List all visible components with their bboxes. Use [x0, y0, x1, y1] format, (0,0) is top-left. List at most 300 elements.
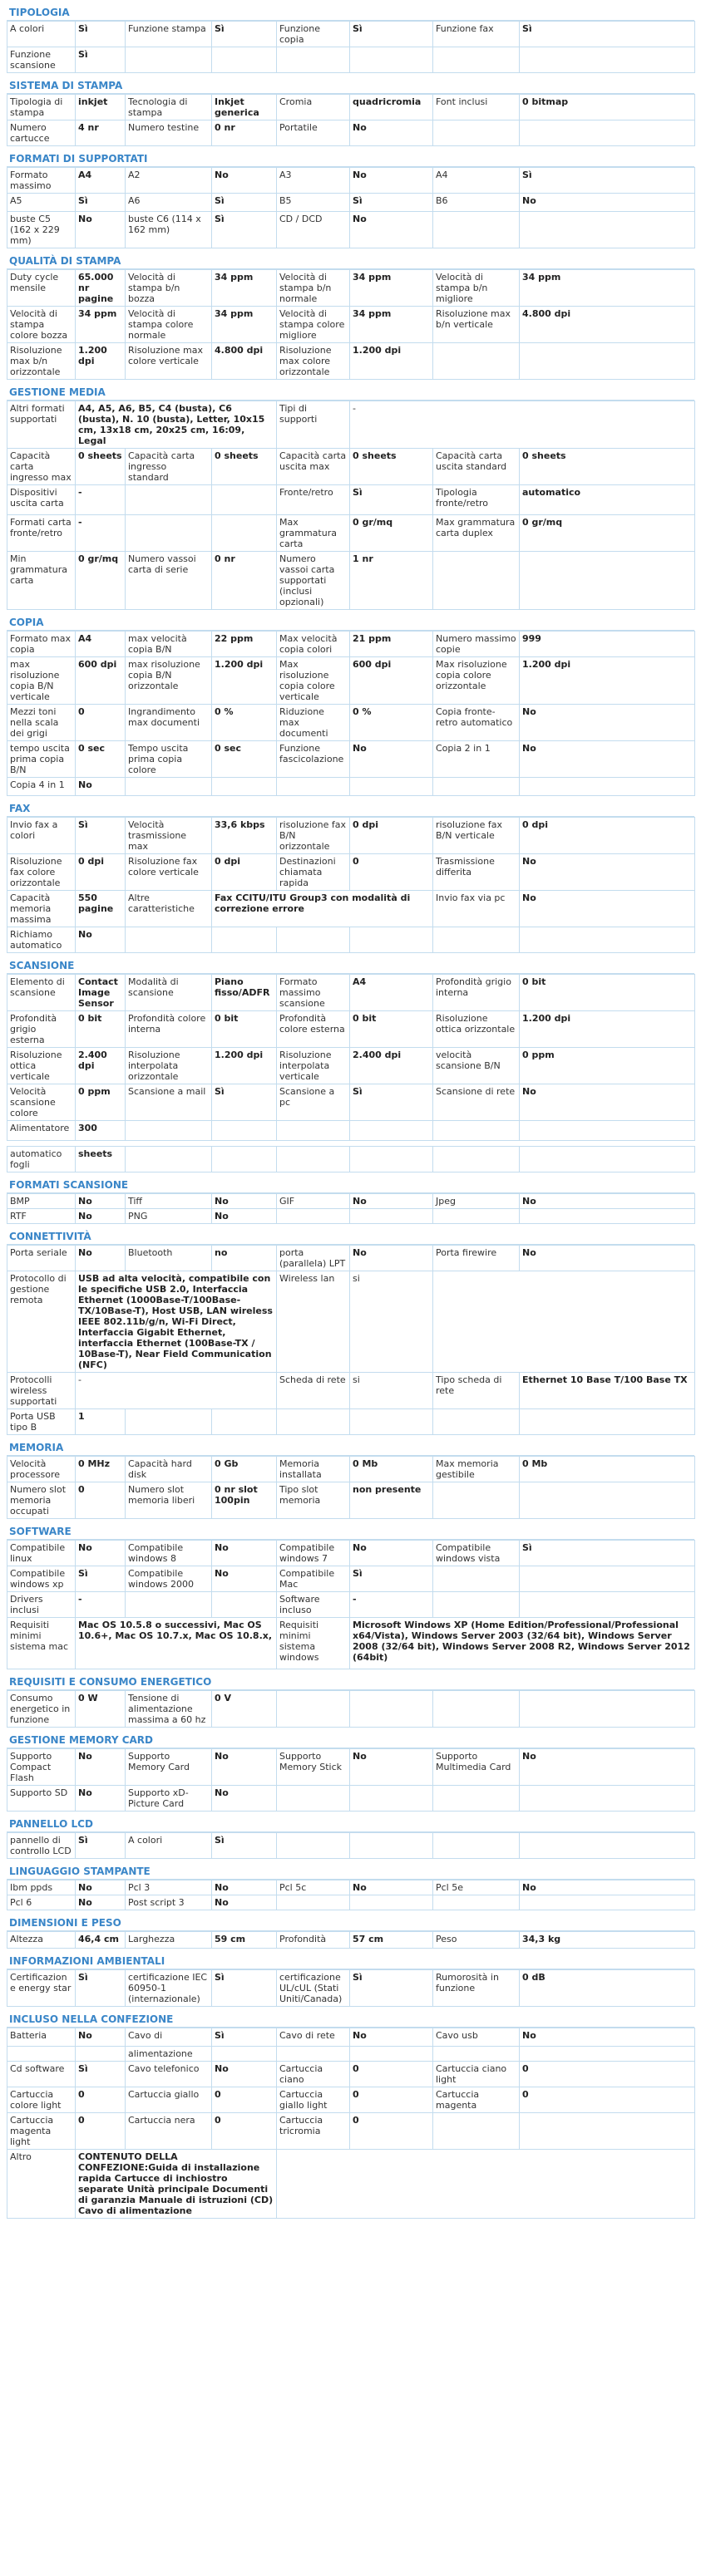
spec-label: Compatibile windows 7: [277, 1541, 350, 1566]
spec-value: 0 MHz: [76, 1457, 126, 1482]
spec-row: [7, 1541, 695, 1566]
section-title: LINGUAGGIO STAMPANTE: [7, 1864, 694, 1880]
spec-row: [7, 2087, 695, 2113]
spec-value: No: [350, 1541, 433, 1566]
spec-label: Supporto Memory Card: [126, 1749, 212, 1786]
spec-value: Sì: [76, 1566, 126, 1592]
spec-value: No: [520, 854, 695, 891]
spec-value: No: [212, 1880, 277, 1895]
spec-label: Dispositivi uscita carta: [7, 485, 76, 515]
spec-value: 0 ppm: [76, 1084, 126, 1121]
spec-row: [7, 1592, 695, 1618]
spec-label: Duty cycle mensile: [7, 270, 76, 307]
spec-label: velocità scansione B/N: [433, 1048, 520, 1084]
section-sistema-di-stampa: [7, 78, 694, 146]
spec-label: max velocità copia B/N: [126, 632, 212, 657]
spec-row: [7, 270, 695, 307]
spec-value: [212, 927, 277, 953]
spec-value: [350, 47, 433, 73]
section-title: GESTIONE MEMORY CARD: [7, 1733, 694, 1748]
spec-row: [7, 2062, 695, 2087]
spec-value: 0: [76, 2087, 126, 2113]
section-title: SOFTWARE: [7, 1524, 694, 1540]
spec-label: Portatile: [277, 120, 350, 146]
spec-label: Numero slot memoria occupati: [7, 1482, 76, 1519]
spec-row: [7, 778, 695, 796]
section-title: GESTIONE MEDIA: [7, 385, 694, 401]
spec-label: Risoluzione max b/n orizzontale: [7, 343, 76, 380]
section-tipologia: [7, 5, 694, 73]
spec-label: Cavo di: [126, 2028, 212, 2047]
spec-row: [7, 657, 695, 705]
spec-label: [433, 1691, 520, 1728]
spec-value: Sì: [76, 1970, 126, 2007]
spec-label: [433, 47, 520, 73]
section-title: REQUISITI E CONSUMO ENERGETICO: [7, 1674, 694, 1690]
spec-label: Supporto xD-Picture Card: [126, 1786, 212, 1812]
spec-label: A3: [277, 168, 350, 194]
spec-label: Cavo di rete: [277, 2028, 350, 2047]
spec-row: [7, 1932, 695, 1949]
spec-label: Max velocità copia colori: [277, 632, 350, 657]
spec-label: Velocità di stampa colore migliore: [277, 307, 350, 343]
spec-label: Cavo usb: [433, 2028, 520, 2047]
spec-value: No: [76, 212, 126, 248]
spec-table: [7, 1540, 695, 1669]
spec-label: Supporto Memory Stick: [277, 1749, 350, 1786]
spec-table: [7, 1931, 695, 1949]
spec-value: 34,3 kg: [520, 1932, 695, 1949]
spec-value: 2.400 dpi: [350, 1048, 433, 1084]
spec-value: 0: [76, 705, 126, 741]
section-gestione-memory-card: [7, 1733, 694, 1812]
spec-row: [7, 975, 695, 1011]
spec-label: Velocità di stampa colore bozza: [7, 307, 76, 343]
spec-label: [126, 1409, 212, 1435]
section-continuation: [7, 1146, 694, 1172]
spec-value: [520, 778, 695, 796]
spec-value: 33,6 kbps: [212, 818, 277, 854]
spec-label: Requisiti minimi sistema windows: [277, 1618, 350, 1669]
spec-label: Cartuccia tricromia: [277, 2113, 350, 2150]
spec-label: Ingrandimento max documenti: [126, 705, 212, 741]
spec-label: Wireless lan: [277, 1271, 350, 1373]
spec-label: [433, 1209, 520, 1224]
section-copia: [7, 615, 694, 796]
spec-label: [277, 1833, 350, 1859]
spec-value: 2.400 dpi: [76, 1048, 126, 1084]
spec-label: max risoluzione copia B/N orizzontale: [126, 657, 212, 705]
spec-row: [7, 927, 695, 953]
spec-row: [7, 1895, 695, 1910]
spec-table: [7, 1146, 695, 1172]
spec-value: No: [350, 120, 433, 146]
spec-row: [7, 212, 695, 248]
section-requisiti-e-consumo-energetico: [7, 1674, 694, 1728]
spec-value: No: [350, 1749, 433, 1786]
spec-label: Numero testine: [126, 120, 212, 146]
spec-value: 0 %: [350, 705, 433, 741]
spec-row: [7, 1566, 695, 1592]
spec-row: [7, 1271, 695, 1373]
spec-value: [520, 1482, 695, 1519]
section-title: COPIA: [7, 615, 694, 631]
spec-label: [277, 1786, 350, 1812]
spec-value: No: [520, 2028, 695, 2047]
spec-label: Supporto Compact Flash: [7, 1749, 76, 1786]
spec-label: Altro: [7, 2150, 76, 2219]
spec-label: Profondità colore interna: [126, 1011, 212, 1048]
spec-row: [7, 515, 695, 552]
spec-label: Formato massimo scansione: [277, 975, 350, 1011]
spec-value: Sì: [212, 212, 277, 248]
spec-label: [277, 1121, 350, 1141]
spec-table: [7, 1748, 695, 1812]
spec-value: 0 gr/mq: [350, 515, 433, 552]
spec-label: Max risoluzione copia colore orizzontale: [433, 657, 520, 705]
spec-label: A5: [7, 194, 76, 212]
spec-value: 0 nr: [212, 120, 277, 146]
spec-value: No: [350, 1246, 433, 1271]
spec-label: Destinazioni chiamata rapida: [277, 854, 350, 891]
spec-value: Contact Image Sensor: [76, 975, 126, 1011]
spec-label: Supporto Multimedia Card: [433, 1749, 520, 1786]
spec-value: 0 sec: [76, 741, 126, 778]
spec-value: [350, 1409, 433, 1435]
spec-value: [212, 2047, 277, 2062]
section-title: CONNETTIVITÀ: [7, 1229, 694, 1245]
spec-value: 0 dpi: [212, 854, 277, 891]
spec-label: Capacità carta uscita standard: [433, 449, 520, 485]
spec-value: [76, 2047, 126, 2062]
spec-value: Inkjet generica: [212, 95, 277, 120]
spec-value: Sì: [520, 1541, 695, 1566]
spec-row: [7, 307, 695, 343]
spec-value: 34 ppm: [520, 270, 695, 307]
spec-value: No: [212, 1749, 277, 1786]
spec-value: [520, 1209, 695, 1224]
spec-label: [277, 47, 350, 73]
spec-value: [212, 515, 277, 552]
section-title: QUALITÀ DI STAMPA: [7, 253, 694, 269]
spec-row: [7, 552, 695, 610]
spec-label: Consumo energetico in funzione: [7, 1691, 76, 1728]
spec-label: Pcl 3: [126, 1880, 212, 1895]
spec-label: [126, 927, 212, 953]
spec-label: Ibm ppds: [7, 1880, 76, 1895]
spec-value: Sì: [76, 47, 126, 73]
spec-value: -: [350, 1592, 433, 1618]
spec-row: [7, 1970, 695, 2007]
spec-value: A4: [350, 975, 433, 1011]
spec-label: Tipo slot memoria: [277, 1482, 350, 1519]
spec-label: pannello di controllo LCD: [7, 1833, 76, 1859]
spec-label: Velocità di stampa b/n migliore: [433, 270, 520, 307]
spec-value: 0: [520, 2062, 695, 2087]
section-title: SCANSIONE: [7, 958, 694, 974]
section-qualit-di-stampa: [7, 253, 694, 380]
spec-label: Porta seriale: [7, 1246, 76, 1271]
spec-value: [520, 1833, 695, 1859]
section-formati-di-supportati: [7, 151, 694, 248]
spec-label: Compatibile Mac: [277, 1566, 350, 1592]
spec-table: [7, 1456, 695, 1519]
section-title: DIMENSIONI E PESO: [7, 1915, 694, 1931]
spec-label: B6: [433, 194, 520, 212]
spec-value: Sì: [76, 818, 126, 854]
spec-row: [7, 47, 695, 73]
spec-value: Sì: [212, 22, 277, 47]
spec-label: Numero cartucce: [7, 120, 76, 146]
spec-label: Capacità carta ingresso max: [7, 449, 76, 485]
spec-label: Font inclusi: [433, 95, 520, 120]
spec-value: No: [520, 1246, 695, 1271]
spec-value: [212, 1147, 277, 1172]
spec-value: 0: [212, 2113, 277, 2150]
spec-row: [7, 1482, 695, 1519]
spec-label: Max memoria gestibile: [433, 1457, 520, 1482]
spec-value: [520, 927, 695, 953]
spec-value: Sì: [350, 1084, 433, 1121]
spec-label: [433, 1592, 520, 1618]
spec-label: Capacità carta uscita max: [277, 449, 350, 485]
spec-row: [7, 1786, 695, 1812]
spec-label: Max grammatura carta duplex: [433, 515, 520, 552]
spec-label: Funzione copia: [277, 22, 350, 47]
spec-label: [126, 47, 212, 73]
spec-label: [277, 778, 350, 796]
spec-value: 57 cm: [350, 1932, 433, 1949]
spec-label: tempo uscita prima copia B/N: [7, 741, 76, 778]
spec-value: No: [212, 1895, 277, 1910]
spec-value: 0 bit: [212, 1011, 277, 1048]
spec-value: 0 gr/mq: [520, 515, 695, 552]
spec-value: 1.200 dpi: [212, 1048, 277, 1084]
spec-value: No: [76, 1895, 126, 1910]
spec-label: Capacità carta ingresso standard: [126, 449, 212, 485]
spec-label: [277, 1409, 350, 1435]
spec-label: [126, 1121, 212, 1141]
spec-value: 22 ppm: [212, 632, 277, 657]
spec-label: Bluetooth: [126, 1246, 212, 1271]
spec-label: Numero slot memoria liberi: [126, 1482, 212, 1519]
spec-value: Sì: [76, 1833, 126, 1859]
spec-value: 1: [76, 1409, 126, 1435]
spec-label: [126, 1592, 212, 1618]
spec-row: [7, 120, 695, 146]
spec-label: Memoria installata: [277, 1457, 350, 1482]
section-title: FORMATI DI SUPPORTATI: [7, 151, 694, 167]
spec-label: [277, 927, 350, 953]
spec-value: Sì: [520, 168, 695, 194]
spec-label: Risoluzione interpolata orizzontale: [126, 1048, 212, 1084]
spec-label: Scansione di rete: [433, 1084, 520, 1121]
spec-label: Tensione di alimentazione massima a 60 hz: [126, 1691, 212, 1728]
spec-label: A4: [433, 168, 520, 194]
spec-label: [433, 1895, 520, 1910]
spec-value: 0: [212, 2087, 277, 2113]
spec-label: [433, 1121, 520, 1141]
spec-value: No: [520, 1194, 695, 1209]
spec-label: Pcl 5c: [277, 1880, 350, 1895]
spec-label: Numero vassoi carta supportati (inclusi opzionali): [277, 552, 350, 610]
spec-row: [7, 343, 695, 380]
spec-label: alimentazione: [126, 2047, 212, 2062]
section-title: FAX: [7, 801, 694, 817]
spec-value: Sì: [350, 485, 433, 515]
spec-label: Cartuccia nera: [126, 2113, 212, 2150]
spec-label: Profondità: [277, 1932, 350, 1949]
spec-label: [7, 2047, 76, 2062]
spec-value: No: [350, 1880, 433, 1895]
spec-label: Formato massimo: [7, 168, 76, 194]
section-title: TIPOLOGIA: [7, 5, 694, 21]
spec-label: Tipologia fronte/retro: [433, 485, 520, 515]
spec-label: Scansione a pc: [277, 1084, 350, 1121]
spec-value: No: [350, 741, 433, 778]
spec-value: [212, 1592, 277, 1618]
spec-label: Cartuccia ciano: [277, 2062, 350, 2087]
spec-row: [7, 891, 695, 927]
spec-row: [7, 2113, 695, 2150]
spec-label: Altre caratteristiche: [126, 891, 212, 927]
spec-label: Tipologia di stampa: [7, 95, 76, 120]
spec-value: 0 sheets: [350, 449, 433, 485]
spec-value: 0 Gb: [212, 1457, 277, 1482]
spec-label: BMP: [7, 1194, 76, 1209]
spec-label: [277, 1209, 350, 1224]
spec-table: [7, 631, 695, 796]
spec-value: No: [76, 1194, 126, 1209]
spec-value: CONTENUTO DELLA CONFEZIONE:Guida di installazione rapida Cartucce di inchiostro separate Unità principale Documenti di garanzia Manuale di istruzioni (CD) Cavo di alimentazione: [76, 2150, 277, 2219]
spec-label: Risoluzione fax colore verticale: [126, 854, 212, 891]
spec-label: Cartuccia ciano light: [433, 2062, 520, 2087]
spec-value: [350, 1786, 433, 1812]
spec-table: [7, 167, 695, 248]
spec-value: Sì: [350, 22, 433, 47]
spec-value: No: [212, 168, 277, 194]
spec-label: porta (parallela) LPT: [277, 1246, 350, 1271]
spec-value: No: [76, 778, 126, 796]
spec-label: Cartuccia colore light: [7, 2087, 76, 2113]
spec-value: [520, 1121, 695, 1141]
spec-label: Tempo uscita prima copia colore: [126, 741, 212, 778]
spec-value: 0 bit: [520, 975, 695, 1011]
spec-label: si: [350, 1373, 433, 1409]
spec-label: Cd software: [7, 2062, 76, 2087]
spec-label: Copia 2 in 1: [433, 741, 520, 778]
spec-value: [350, 1895, 433, 1910]
spec-label: Altezza: [7, 1932, 76, 1949]
spec-label: Min grammatura carta: [7, 552, 76, 610]
spec-value: 0: [520, 2087, 695, 2113]
spec-row: [7, 705, 695, 741]
spec-value: 0 dB: [520, 1970, 695, 2007]
spec-row: [7, 168, 695, 194]
spec-value: 999: [520, 632, 695, 657]
spec-label: Pcl 5e: [433, 1880, 520, 1895]
spec-label: Copia fronte-retro automatico: [433, 705, 520, 741]
spec-label: Profondità grigio interna: [433, 975, 520, 1011]
spec-value: automatico: [520, 485, 695, 515]
spec-value: Sì: [212, 1084, 277, 1121]
spec-label: si: [350, 1271, 433, 1373]
spec-row: [7, 194, 695, 212]
spec-label: Risoluzione interpolata verticale: [277, 1048, 350, 1084]
spec-value: [520, 120, 695, 146]
spec-table: [7, 1880, 695, 1910]
spec-value: No: [76, 1786, 126, 1812]
spec-value: 1.200 dpi: [350, 343, 433, 380]
section-title: PANNELLO LCD: [7, 1816, 694, 1832]
spec-value: No: [520, 891, 695, 927]
section-pannello-lcd: [7, 1816, 694, 1859]
spec-value: A4: [76, 168, 126, 194]
spec-label: Mezzi toni nella scala dei grigi: [7, 705, 76, 741]
spec-label: Capacità memoria massima: [7, 891, 76, 927]
spec-label: B5: [277, 194, 350, 212]
spec-value: 0 gr/mq: [76, 552, 126, 610]
spec-row: [7, 1457, 695, 1482]
spec-label: Formato max copia: [7, 632, 76, 657]
spec-label: [277, 1895, 350, 1910]
spec-value: A4, A5, A6, B5, C4 (busta), C6 (busta), N. 10 (busta), Letter, 10x15 cm, 13x18 cm, 20x25 cm, 16:09, Legal: [76, 401, 277, 449]
spec-value: 1.200 dpi: [76, 343, 126, 380]
spec-value: No: [76, 1749, 126, 1786]
spec-label: Funzione scansione: [7, 47, 76, 73]
spec-label: Invio fax a colori: [7, 818, 76, 854]
spec-label: Compatibile windows xp: [7, 1566, 76, 1592]
spec-label: [277, 1147, 350, 1172]
spec-label: [433, 212, 520, 248]
spec-value: 0 ppm: [520, 1048, 695, 1084]
spec-value: 0 nr slot 100pin: [212, 1482, 277, 1519]
spec-table: [7, 21, 695, 73]
spec-row: [7, 1833, 695, 1859]
spec-label: Protocolli wireless supportati: [7, 1373, 76, 1409]
spec-value: 34 ppm: [76, 307, 126, 343]
spec-value: [520, 1566, 695, 1592]
spec-value: 300: [76, 1121, 126, 1141]
spec-label: [126, 1147, 212, 1172]
spec-value: [520, 1786, 695, 1812]
spec-value: 0 dpi: [350, 818, 433, 854]
spec-value: No: [76, 2028, 126, 2047]
spec-label: Risoluzione max b/n verticale: [433, 307, 520, 343]
spec-value: Sì: [76, 22, 126, 47]
spec-label: Software incluso: [277, 1592, 350, 1618]
section-formati-scansione: [7, 1177, 694, 1224]
spec-label: Drivers inclusi: [7, 1592, 76, 1618]
spec-value: [350, 778, 433, 796]
spec-value: [350, 1691, 433, 1728]
spec-value: 0 Mb: [350, 1457, 433, 1482]
spec-value: No: [212, 1541, 277, 1566]
spec-value: [520, 552, 695, 610]
spec-label: [433, 552, 520, 610]
spec-value: No: [350, 1194, 433, 1209]
spec-label: Trasmissione differita: [433, 854, 520, 891]
spec-value: -: [76, 1592, 126, 1618]
spec-label: Elemento di scansione: [7, 975, 76, 1011]
spec-value: No: [520, 705, 695, 741]
spec-value: Sì: [350, 194, 433, 212]
spec-label: Rumorosità in funzione: [433, 1970, 520, 2007]
spec-value: 0 %: [212, 705, 277, 741]
spec-value: 4.800 dpi: [520, 307, 695, 343]
spec-table: [7, 269, 695, 380]
spec-value: No: [76, 927, 126, 953]
